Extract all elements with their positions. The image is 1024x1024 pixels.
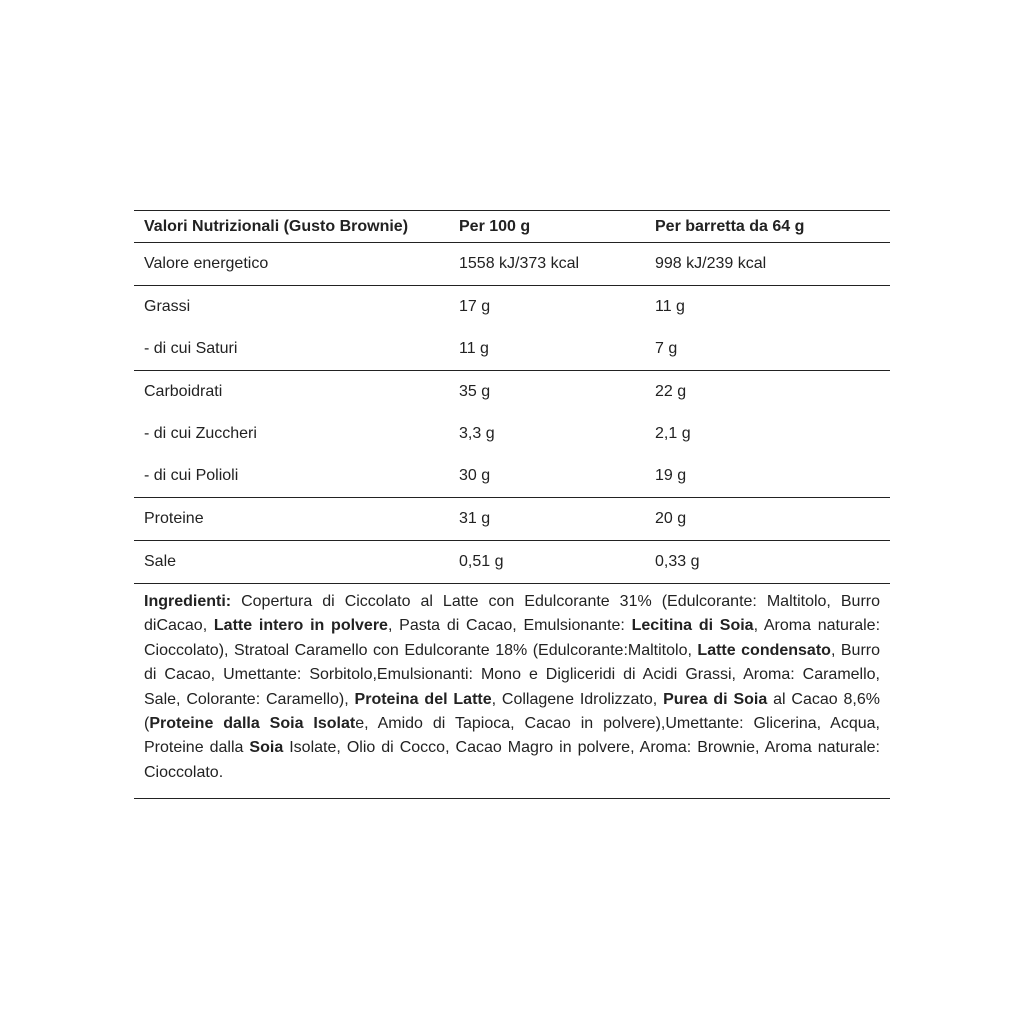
table-row: [134, 243, 890, 285]
ingredients-segment: Soia: [249, 739, 284, 757]
table-row: [134, 413, 890, 455]
table-row: [134, 286, 890, 328]
nutrition-panel: [134, 210, 890, 799]
ingredients-segment: , Burro di Cacao, Umettante: Sorbitolo,Emulsionanti: Mono e Digliceridi di Acidi Grassi, Aroma: Caramello, Sale, Colorante: Caramello),: [144, 641, 881, 708]
row-label: - di cui Zuccheri: [144, 425, 257, 442]
ingredients-segment: , Aroma naturale: Cioccolato), Stratoal Caramello con Edulcorante 18% (Edulcorante:Maltitolo,: [144, 617, 881, 659]
ingredients-paragraph: [134, 584, 890, 798]
value-per-100g: 35 g: [459, 383, 491, 400]
table-row: [134, 498, 890, 540]
ingredients-segment: Proteina del Latte: [354, 690, 492, 708]
table-row: [134, 541, 890, 583]
value-per-100g: 0,51 g: [459, 553, 504, 570]
row-label: Valore energetico: [144, 255, 269, 272]
value-per-bar: 2,1 g: [655, 425, 691, 442]
table-row: [134, 371, 890, 413]
table-row: [134, 455, 890, 497]
header-nutrition-label: Valori Nutrizionali (Gusto Brownie): [144, 217, 409, 235]
row-label: - di cui Polioli: [144, 467, 239, 484]
value-per-100g: 11 g: [459, 340, 489, 357]
ingredients-segment: , Collagene Idrolizzato,: [491, 690, 664, 708]
ingredients-segment: Copertura di Ciccolato al Latte con Edulcorante 31% (Edulcorante: Maltitolo, Burro diCacao,: [144, 593, 880, 635]
value-per-bar: 998 kJ/239 kcal: [655, 255, 767, 272]
row-label: Sale: [144, 553, 177, 570]
ingredients-segment: Ingredienti:: [144, 593, 232, 610]
value-per-bar: 11 g: [655, 298, 685, 315]
row-label: Carboidrati: [144, 383, 223, 400]
value-per-bar: 7 g: [655, 340, 678, 357]
bottom-rule: [134, 798, 890, 799]
row-label: Grassi: [144, 298, 191, 315]
row-label: Proteine: [144, 510, 204, 527]
ingredients-segment: al Cacao 8,6% (: [144, 690, 881, 733]
ingredients-segment: Isolate, Olio di Cocco, Cacao Magro in polvere, Aroma: Brownie, Aroma naturale: Cioccolato.: [144, 739, 880, 781]
ingredients-segment: Purea di Soia: [663, 690, 768, 708]
value-per-bar: 20 g: [655, 510, 687, 527]
value-per-bar: 22 g: [655, 383, 687, 400]
header-per-bar: Per barretta da 64 g: [655, 217, 805, 235]
ingredients-segment: , Pasta di Cacao, Emulsionante:: [387, 617, 632, 635]
value-per-100g: 1558 kJ/373 kcal: [459, 255, 580, 272]
value-per-bar: 19 g: [655, 467, 687, 484]
value-per-100g: 3,3 g: [459, 425, 495, 442]
ingredients-segment: Latte intero in polvere: [213, 617, 388, 635]
ingredients-segment: Proteine dalla Soia Isolat: [149, 715, 356, 733]
value-per-100g: 31 g: [459, 510, 491, 527]
value-per-bar: 0,33 g: [655, 553, 700, 570]
ingredients-segment: e, Amido di Tapioca, Cacao in polvere),Umettante: Glicerina, Acqua, Proteine dalla: [144, 715, 880, 757]
row-label: - di cui Saturi: [144, 340, 238, 357]
ingredients-segment: Latte condensato: [697, 641, 831, 659]
value-per-100g: 17 g: [459, 298, 491, 315]
table-row: [134, 328, 890, 370]
header-per-100g: Per 100 g: [459, 217, 531, 235]
ingredients-segment: Lecitina di Soia: [631, 617, 754, 635]
value-per-100g: 30 g: [459, 467, 491, 484]
table-header-row: [134, 211, 890, 242]
